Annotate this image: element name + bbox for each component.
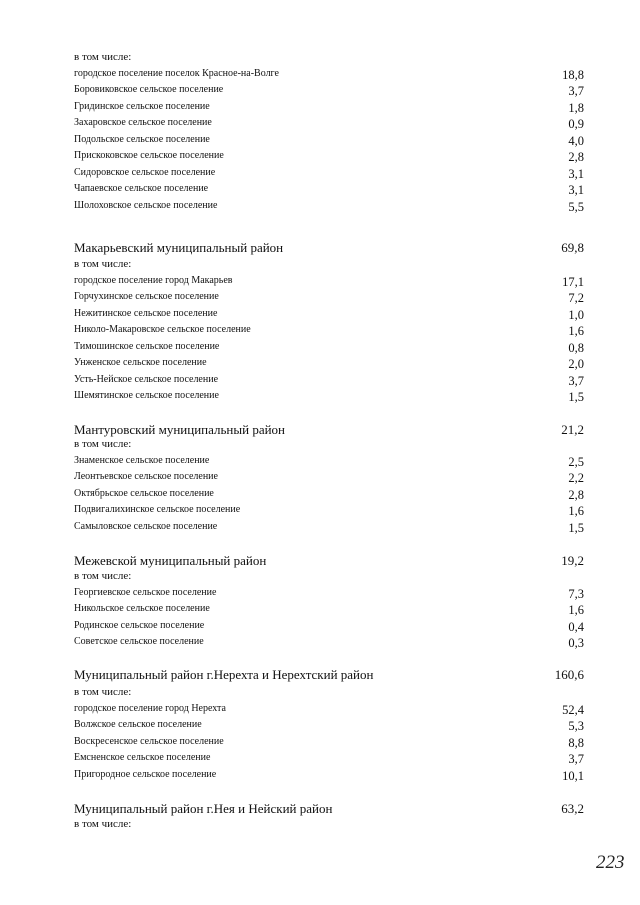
settlement-value: 3,7	[568, 373, 584, 388]
district-title: Муниципальный район г.Нея и Нейский район	[74, 801, 333, 816]
including-label: в том числе:	[74, 570, 132, 582]
settlement-value: 3,1	[568, 183, 584, 198]
settlement-name: Шемятинское сельское поселение	[74, 390, 219, 402]
district-title: Межевской муниципальный район	[74, 553, 267, 568]
settlement-name: Октябрьское сельское поселение	[74, 487, 214, 499]
district-total: 19,2	[561, 553, 584, 568]
settlement-name: Подвигалихинское сельское поселение	[74, 504, 241, 516]
settlement-value: 1,6	[568, 603, 584, 618]
settlement-value: 10,1	[562, 768, 584, 783]
settlement-name: городское поселение поселок Красное-на-Волге	[74, 68, 279, 79]
settlement-value: 1,6	[568, 324, 584, 339]
district-total: 69,8	[561, 240, 584, 255]
settlement-value: 17,1	[562, 275, 584, 289]
settlement-value: 7,3	[568, 587, 584, 601]
settlement-name: Воскресенское сельское поселение	[74, 735, 224, 747]
settlement-value: 1,5	[568, 390, 584, 405]
settlement-name: Самыловское сельское поселение	[74, 520, 218, 532]
district-title: Макарьевский муниципальный район	[74, 240, 284, 255]
district-title: Муниципальный район г.Нерехта и Нерехтский район	[74, 667, 374, 682]
including-label: в том числе:	[74, 686, 132, 698]
settlement-value: 3,7	[568, 752, 584, 767]
settlement-name: Советское сельское поселение	[74, 636, 204, 648]
settlement-value: 2,8	[568, 487, 584, 502]
including-label: в том числе:	[74, 818, 132, 830]
settlement-value: 0,4	[568, 619, 584, 634]
settlement-value: 18,8	[562, 68, 584, 82]
settlement-name: Нежитинское сельское поселение	[74, 307, 218, 319]
settlement-name: городское поселение город Макарьев	[74, 275, 233, 286]
settlement-name: Георгиевское сельское поселение	[74, 587, 217, 598]
district-total: 21,2	[561, 422, 584, 437]
settlement-name: Усть-Нейское сельское поселение	[74, 373, 219, 385]
settlement-name: Емсненское сельское поселение	[74, 752, 211, 764]
settlement-value: 1,8	[568, 100, 584, 115]
including-label: в том числе:	[74, 51, 132, 63]
settlement-name: Горчухинское сельское поселение	[74, 291, 219, 303]
settlement-name: Никольское сельское поселение	[74, 603, 210, 615]
settlement-name: Подольское сельское поселение	[74, 133, 210, 145]
settlement-value: 5,5	[568, 199, 584, 214]
settlement-name: Унженское сельское поселение	[74, 357, 207, 369]
settlement-name: Знаменское сельское поселение	[74, 455, 210, 466]
settlement-name: Боровиковское сельское поселение	[74, 84, 224, 96]
district-total: 63,2	[561, 801, 584, 816]
settlement-name: Чапаевское сельское поселение	[74, 183, 209, 195]
settlement-value: 3,7	[568, 84, 584, 99]
settlement-value: 2,5	[568, 455, 584, 469]
settlement-value: 2,2	[568, 471, 584, 486]
settlement-value: 8,8	[568, 735, 584, 750]
settlement-name: Сидоровское сельское поселение	[74, 166, 216, 178]
settlement-name: Леонтьевское сельское поселение	[74, 471, 218, 483]
settlement-name: Гридинское сельское поселение	[74, 100, 210, 112]
settlement-value: 4,0	[568, 133, 584, 148]
handwritten-page-number: 223	[596, 852, 625, 873]
district-title: Мантуровский муниципальный район	[74, 422, 286, 437]
settlement-value: 0,3	[568, 636, 584, 651]
including-label: в том числе:	[74, 438, 132, 450]
settlement-name: Прискоковское сельское поселение	[74, 150, 224, 162]
settlement-name: Пригородное сельское поселение	[74, 768, 217, 780]
settlement-value: 1,0	[568, 307, 584, 322]
settlement-value: 7,2	[568, 291, 584, 306]
settlement-value: 5,3	[568, 719, 584, 734]
settlement-value: 2,8	[568, 150, 584, 165]
settlement-value: 0,9	[568, 117, 584, 132]
settlement-name: Волжское сельское поселение	[74, 719, 202, 731]
settlement-value: 1,6	[568, 504, 584, 519]
settlement-value: 1,5	[568, 520, 584, 535]
settlement-value: 52,4	[562, 703, 584, 717]
settlement-name: Родинское сельское поселение	[74, 619, 205, 631]
settlement-name: городское поселение город Нерехта	[74, 703, 226, 714]
settlement-name: Николо-Макаровское сельское поселение	[74, 324, 251, 336]
settlement-value: 2,0	[568, 357, 584, 372]
settlement-name: Захаровское сельское поселение	[74, 117, 212, 129]
district-total: 160,6	[554, 667, 584, 682]
settlement-value: 0,8	[568, 340, 584, 355]
settlement-name: Шолоховское сельское поселение	[74, 199, 218, 211]
settlement-value: 3,1	[568, 166, 584, 181]
including-label: в том числе:	[74, 258, 132, 270]
settlement-name: Тимошинское сельское поселение	[74, 340, 220, 352]
